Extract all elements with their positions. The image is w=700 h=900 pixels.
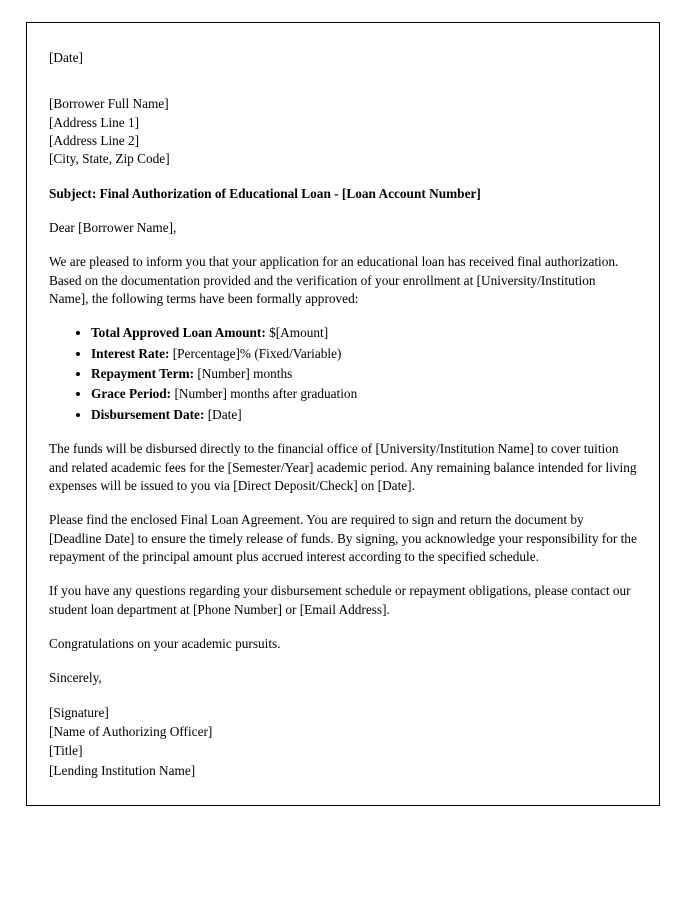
term-value: [Number] months <box>197 366 293 382</box>
term-label: Disbursement Date: <box>91 406 205 422</box>
term-label: Interest Rate: <box>91 345 170 361</box>
list-item <box>91 385 637 403</box>
loan-terms-list <box>49 324 637 424</box>
term-label: Repayment Term: <box>91 366 195 382</box>
disbursement-paragraph: The funds will be disbursed directly to the financial office of [University/Institution Name] to cover tuition and related academic fees for the [Semester/Year] academic period. Any remaining balance intended for living expenses will be issued to you via [Direct Deposit/Check] on [Date]. <box>49 441 637 493</box>
list-item <box>91 345 637 363</box>
intro-paragraph: We are pleased to inform you that your application for an educational loan has received final authorization. Based on the documentation provided and the verification of your enrollment at [University/Institution Name], the following terms have been formally approved: <box>49 254 619 307</box>
signature-block <box>49 704 637 780</box>
term-label: Total Approved Loan Amount: <box>91 325 266 341</box>
date-placeholder: [Date] <box>49 50 83 65</box>
recipient-line-4: [City, State, Zip Code] <box>49 151 170 167</box>
subject-line: Subject: Final Authorization of Educational Loan - [Loan Account Number] <box>49 185 481 201</box>
term-value: $[Amount] <box>269 325 329 341</box>
congratulations-line: Congratulations on your academic pursuits. <box>49 635 281 651</box>
letter-sheet <box>26 22 660 806</box>
signature-line-1: [Signature] <box>49 704 109 720</box>
list-item <box>91 406 637 424</box>
term-value: [Number] months after graduation <box>174 386 358 402</box>
date-block <box>49 49 637 67</box>
term-value: [Date] <box>207 406 242 422</box>
signature-line-2: [Name of Authorizing Officer] <box>49 723 213 739</box>
salutation: Dear [Borrower Name], <box>49 220 177 236</box>
agreement-paragraph: Please find the enclosed Final Loan Agreement. You are required to sign and return the document by [Deadline Date] to ensure the timely release of funds. By signing, you acknowledge your responsibility for the repayment of the principal amount plus accrued interest according to the specified schedule. <box>49 512 637 564</box>
recipient-line-3: [Address Line 2] <box>49 133 140 149</box>
recipient-address-block <box>49 95 637 168</box>
contact-paragraph: If you have any questions regarding your disbursement schedule or repayment obligations, please contact our student loan department at [Phone Number] or [Email Address]. <box>49 583 631 617</box>
letter-body <box>27 23 659 780</box>
signature-line-3: [Title] <box>49 743 83 759</box>
signature-line-4: [Lending Institution Name] <box>49 762 196 778</box>
term-value: [Percentage]% (Fixed/Variable) <box>172 345 342 361</box>
recipient-line-2: [Address Line 1] <box>49 114 140 130</box>
term-label: Grace Period: <box>91 386 172 402</box>
sincerely-line: Sincerely, <box>49 670 102 686</box>
list-item <box>91 324 637 342</box>
list-item <box>91 365 637 383</box>
recipient-line-1: [Borrower Full Name] <box>49 96 169 112</box>
